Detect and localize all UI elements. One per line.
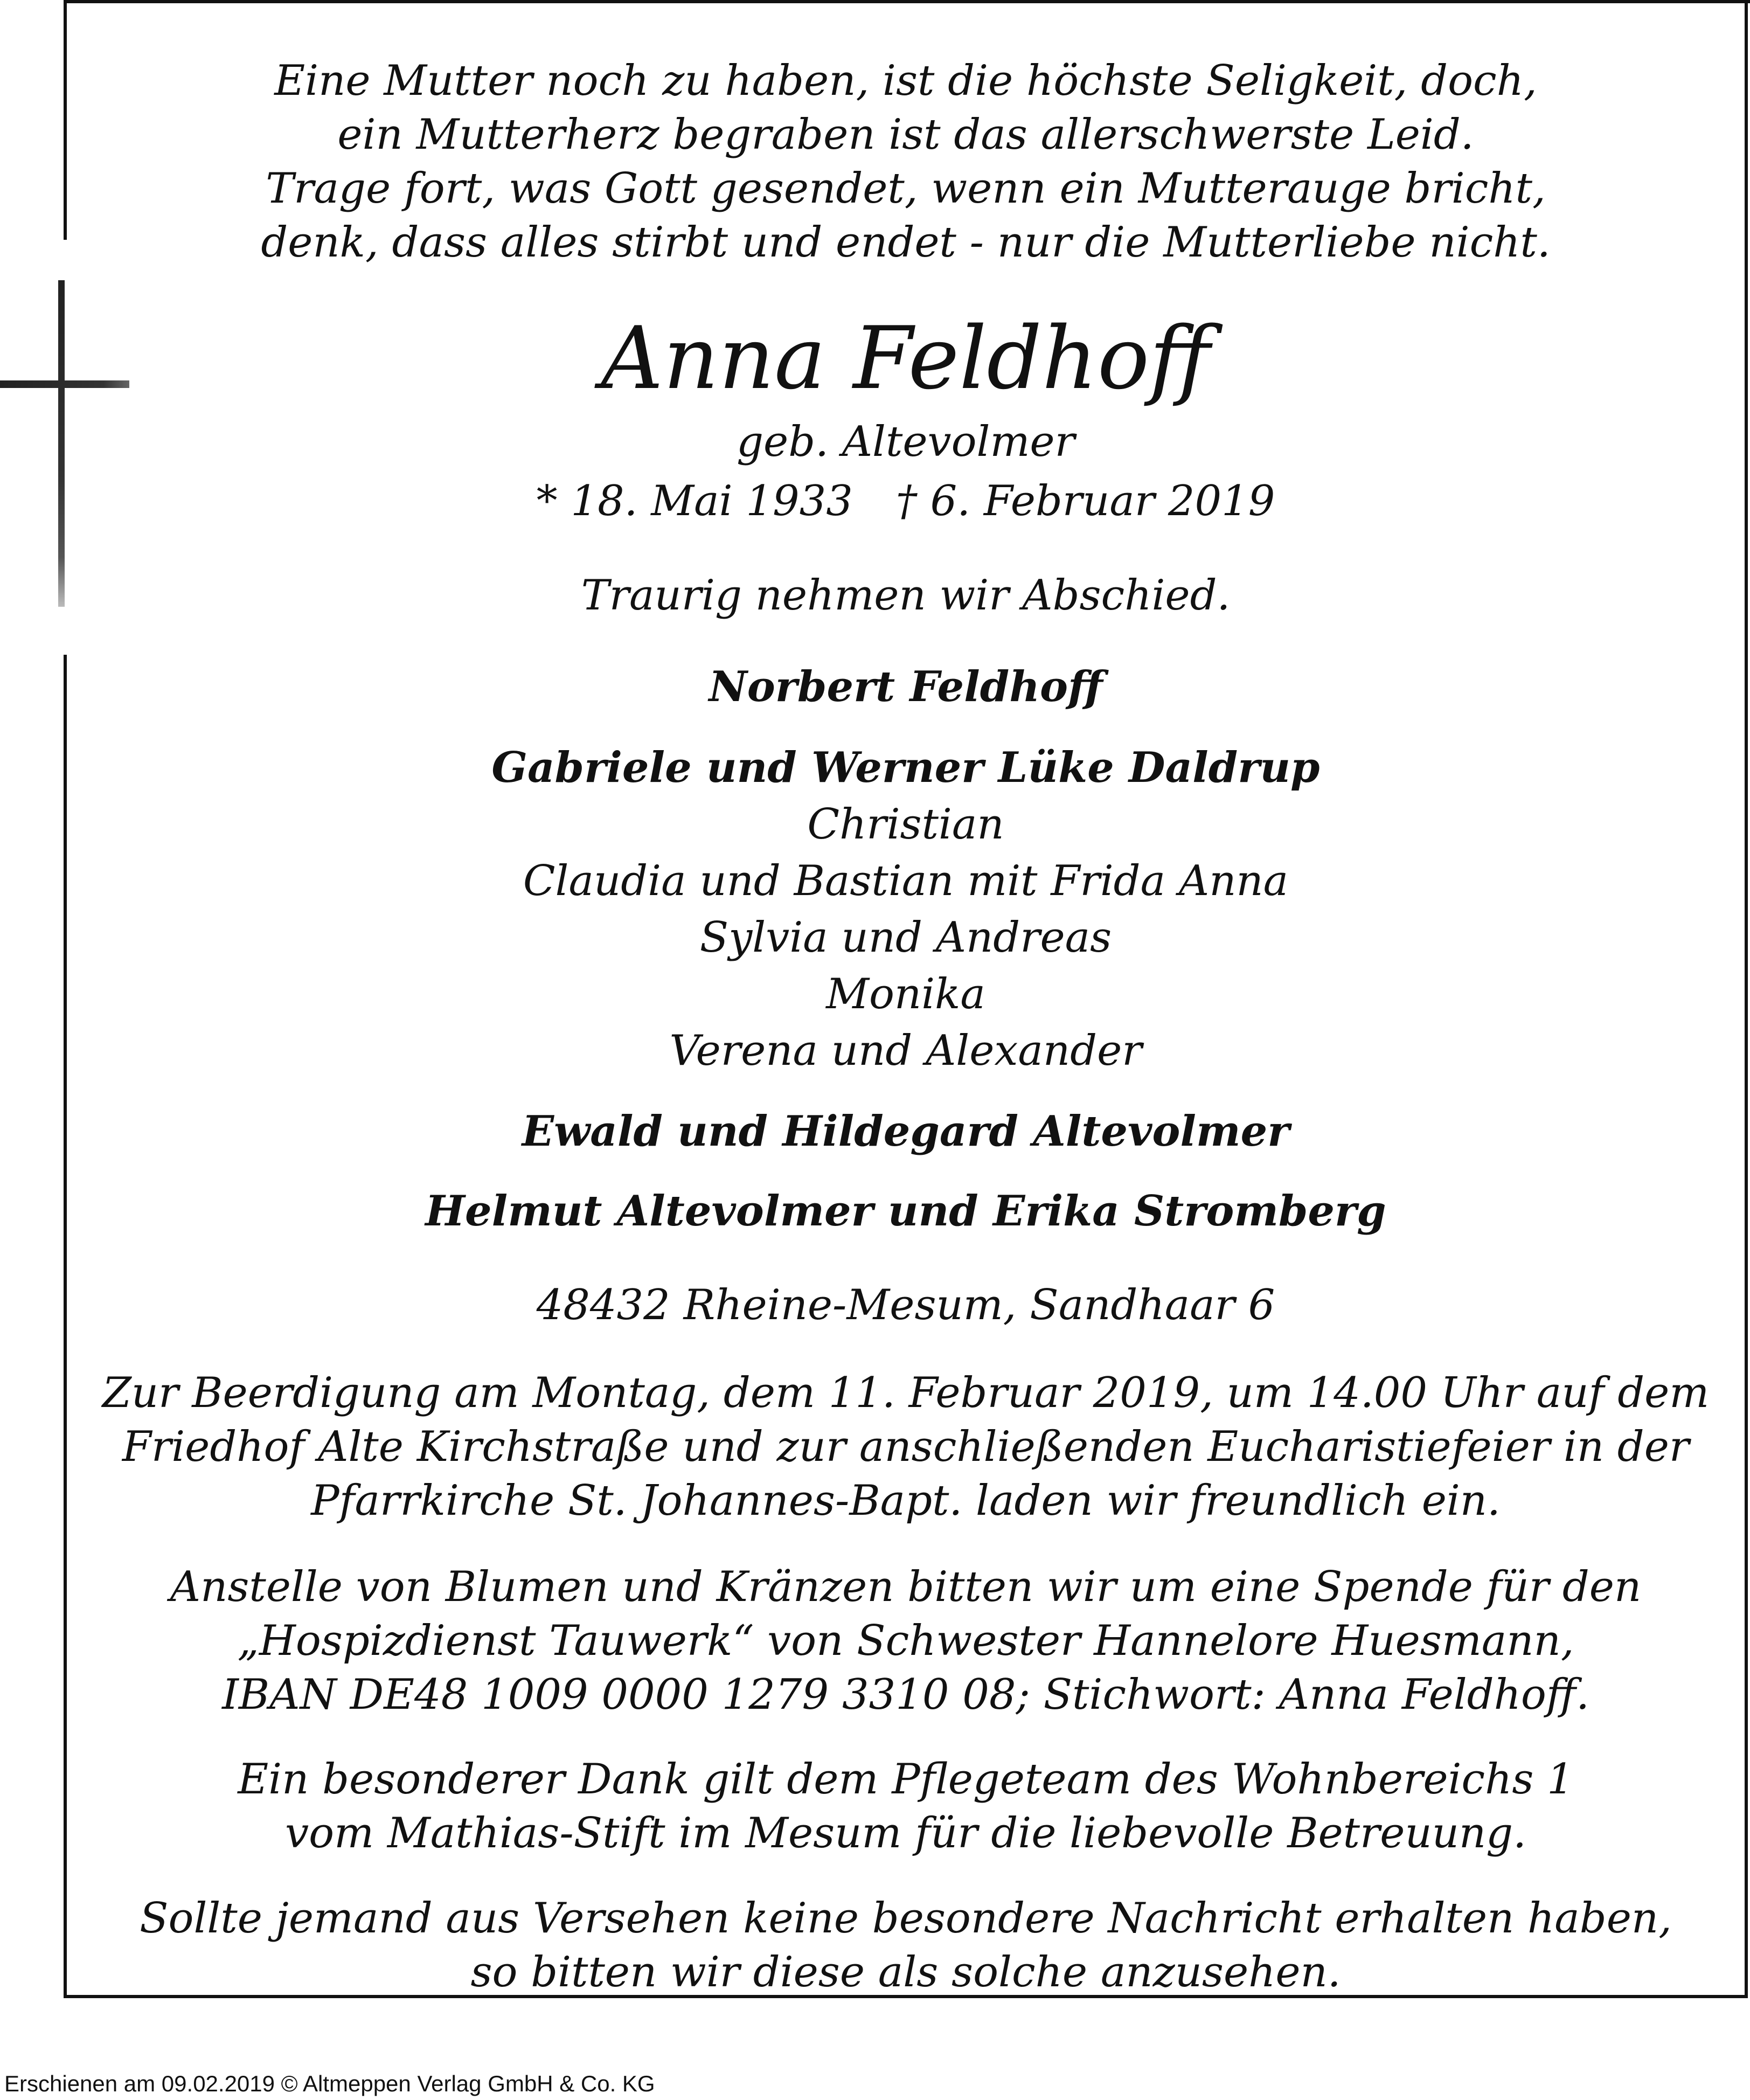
funeral-line: Pfarrkirche St. Johannes-Bapt. laden wir freundlich ein. [311, 1477, 1501, 1525]
grandchild-line: Sylvia und Andreas [699, 913, 1112, 962]
maiden-name: geb. Altevolmer [737, 418, 1075, 466]
deceased-name: Anna Feldhoff [601, 308, 1211, 408]
mourner-group: Helmut Altevolmer und Erika Stromberg [425, 1187, 1386, 1236]
grandchild-line: Verena und Alexander [669, 1027, 1142, 1075]
grandchild-line: Christian [807, 800, 1004, 849]
farewell-text: Traurig nehmen wir Abschied. [581, 571, 1231, 620]
donation-line: „Hospizdienst Tauwerk“ von Schwester Hannelore Huesmann, [237, 1617, 1574, 1665]
poem-line: denk, dass alles stirbt und endet - nur die Mutterliebe nicht. [261, 218, 1551, 267]
life-dates [67, 474, 1745, 528]
grandchild-line: Claudia und Bastian mit Frida Anna [523, 857, 1289, 905]
address: 48432 Rheine-Mesum, Sandhaar 6 [536, 1281, 1275, 1329]
funeral-line: Friedhof Alte Kirchstraße und zur anschließenden Eucharistiefeier in der [122, 1423, 1690, 1471]
notice-line: so bitten wir diese als solche anzusehen. [470, 1948, 1341, 1997]
thanks-line: Ein besonderer Dank gilt dem Pflegeteam des Wohnbereichs 1 [238, 1755, 1574, 1804]
poem-line: Trage fort, was Gott gesendet, wenn ein Mutterauge bricht, [266, 164, 1546, 213]
grandchild-line: Monika [826, 970, 985, 1018]
poem-line: Eine Mutter noch zu haben, ist die höchste Seligkeit, doch, [274, 57, 1537, 105]
death-date: † 6. Februar 2019 [895, 477, 1275, 525]
birth-date: * 18. Mai 1933 [536, 477, 853, 525]
frame-top-border [64, 0, 1750, 3]
frame-right-border [1745, 0, 1748, 1998]
cross-vertical-bar [58, 280, 65, 607]
donation-line: IBAN DE48 1009 0000 1279 3310 08; Stichwort: Anna Feldhoff. [222, 1671, 1589, 1719]
thanks-line: vom Mathias-Stift im Mesum für die liebevolle Betreuung. [285, 1809, 1526, 1858]
mourner-group: Gabriele und Werner Lüke Daldrup [491, 743, 1320, 792]
notice-line: Sollte jemand aus Versehen keine besondere Nachricht erhalten haben, [140, 1894, 1672, 1943]
mourner-group: Ewald und Hildegard Altevolmer [522, 1107, 1290, 1156]
poem-line: ein Mutterherz begraben ist das allerschwerste Leid. [337, 110, 1474, 159]
funeral-line: Zur Beerdigung am Montag, dem 11. Februar 2019, um 14.00 Uhr auf dem [102, 1369, 1710, 1417]
donation-line: Anstelle von Blumen und Kränzen bitten wir um eine Spende für den [170, 1563, 1642, 1611]
mourner-group: Norbert Feldhoff [709, 662, 1103, 711]
publication-footer: Erschienen am 09.02.2019 © Altmeppen Verlag GmbH & Co. KG [4, 2071, 655, 2096]
